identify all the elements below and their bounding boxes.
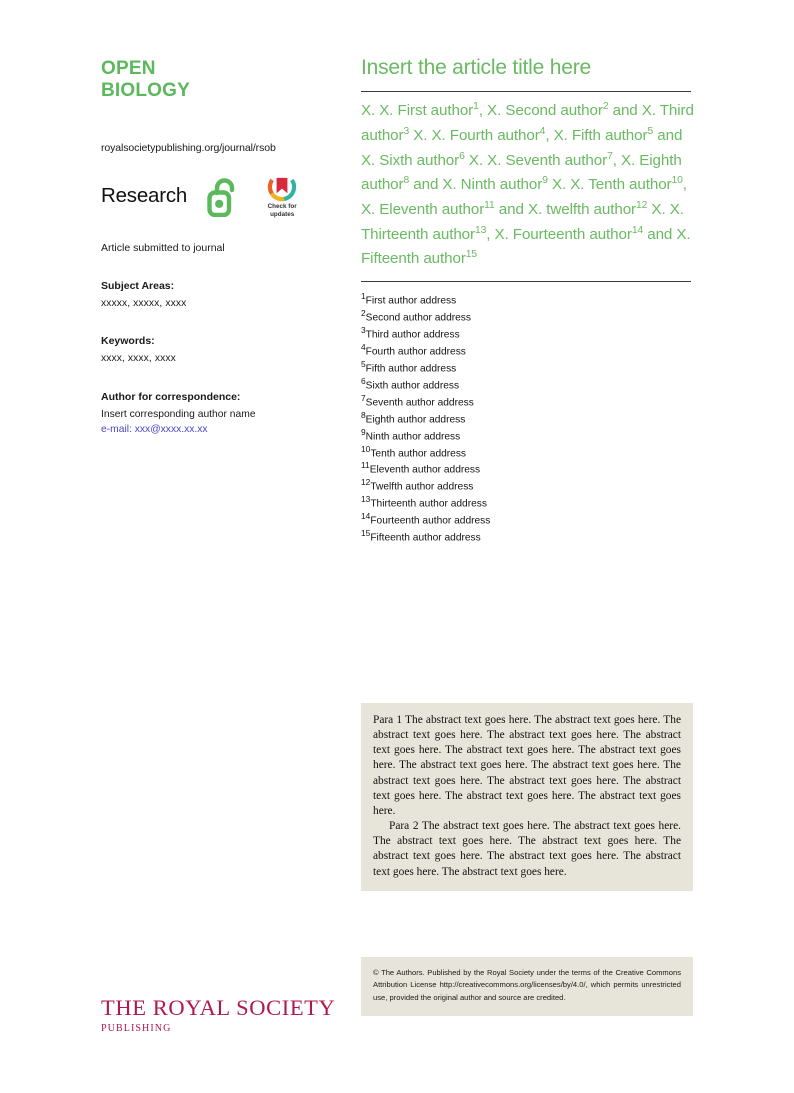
publisher-subtitle: PUBLISHING — [101, 1023, 172, 1034]
abstract-paragraph-1: Para 1 The abstract text goes here. The abstract text goes here. The abstract text goes here. The abstract text goes here. The abstract text goes here. The abstract text goes here. The abstract text goes here. The abstract text goes here. The abstract text goes here. The abstract text goes here. The abstract text goes here. The abstract text goes here. The abstract text goes here. The abstract text goes here. — [373, 714, 681, 817]
affiliation-marker: 9 — [361, 426, 366, 437]
copyright-box — [361, 957, 693, 1016]
correspondence-email-link[interactable]: e-mail: xxx@xxxx.xx.xx — [101, 423, 208, 435]
affiliation-marker: 13 — [361, 494, 371, 505]
affiliation-item — [361, 410, 694, 427]
journal-name-line1: OPEN — [101, 58, 156, 79]
affiliation-item — [361, 494, 694, 511]
submission-note: Article submitted to journal — [101, 241, 225, 254]
affiliation-item — [361, 444, 694, 461]
correspondence-heading: Author for correspondence: — [101, 390, 241, 403]
affiliation-item — [361, 308, 694, 325]
authors-divider — [361, 281, 691, 282]
copyright-text: © The Authors. Published by the Royal Society under the terms of the Creative Commons Attribution License http://creativecommons.org/licenses/by/4.0/, which permits unrestricted use, provided the original author and source are credited. — [373, 968, 681, 1002]
royal-society-publishing-logo — [101, 995, 335, 1034]
affiliation-marker: 5 — [361, 358, 366, 369]
article-title: Insert the article title here — [361, 56, 591, 79]
affiliation-marker: 10 — [361, 443, 371, 454]
affiliation-marker: 14 — [361, 511, 371, 522]
title-divider — [361, 91, 691, 92]
affiliation-text: Fourth author address — [365, 346, 466, 358]
affiliation-text: Eighth author address — [365, 414, 466, 426]
affiliation-item — [361, 511, 694, 528]
keywords-block — [101, 335, 333, 364]
subject-areas-heading: Subject Areas: — [101, 279, 175, 292]
affiliation-marker: 12 — [361, 477, 371, 488]
affiliation-text: Seventh author address — [365, 397, 474, 409]
check-for-updates-line1: Check for — [267, 203, 297, 211]
affiliation-marker: 3 — [361, 324, 366, 335]
subject-areas-block — [101, 280, 333, 309]
check-for-updates-caption — [257, 203, 307, 219]
affiliation-marker: 1 — [361, 290, 366, 301]
affiliation-text: Ninth author address — [365, 430, 461, 442]
affiliation-item — [361, 291, 694, 308]
journal-logo — [101, 58, 333, 103]
affiliation-item — [361, 477, 694, 494]
affiliation-item — [361, 528, 694, 545]
affiliation-item — [361, 342, 694, 359]
correspondence-block — [101, 391, 333, 435]
article-type-label: Research — [101, 183, 188, 207]
article-type-row — [101, 172, 333, 220]
affiliation-item — [361, 460, 694, 477]
affiliation-text: First author address — [365, 295, 457, 307]
check-for-updates-line2: updates — [270, 211, 295, 219]
affiliation-item — [361, 427, 694, 444]
affiliation-text: Twelfth author address — [370, 481, 474, 493]
main-column — [361, 56, 694, 545]
sidebar — [101, 58, 333, 435]
journal-url[interactable]: royalsocietypublishing.org/journal/rsob — [101, 141, 276, 154]
abstract-paragraph-2: Para 2 The abstract text goes here. The abstract text goes here. The abstract text goes here. The abstract text goes here. The abstract text goes here. The abstract text goes here. The abstract text goes here. The abstract text goes here. — [373, 820, 681, 878]
affiliation-marker: 6 — [361, 375, 366, 386]
affiliation-marker: 4 — [361, 341, 366, 352]
affiliation-marker: 11 — [361, 460, 370, 471]
affiliation-text: Fifteenth author address — [370, 532, 481, 544]
affiliation-text: Sixth author address — [365, 380, 460, 392]
journal-name-line2: BIOLOGY — [101, 80, 191, 102]
affiliation-text: Eleventh author address — [369, 464, 481, 476]
affiliation-list — [361, 291, 694, 545]
affiliation-text: Fifth author address — [365, 363, 457, 375]
affiliation-text: Thirteenth author address — [370, 498, 487, 510]
affiliation-text: Second author address — [365, 312, 471, 324]
affiliation-marker: 15 — [361, 528, 371, 539]
affiliation-marker: 8 — [361, 409, 366, 420]
open-access-lock-icon — [207, 175, 241, 217]
affiliation-item — [361, 359, 694, 376]
correspondence-name: Insert corresponding author name — [101, 408, 256, 420]
publisher-name: THE ROYAL SOCIETY — [101, 995, 336, 1020]
check-for-updates-badge[interactable] — [257, 172, 307, 219]
keywords-heading: Keywords: — [101, 334, 155, 347]
keywords-value: xxxx, xxxx, xxxx — [101, 352, 176, 364]
author-list: X. X. First author$^1$, X. Second author$^2$ and X. Third author$^3$ X. X. Fourth author$^4$, X. Fifth author$^5$ and X. Sixth author$^6$ X. X. Seventh author$^7$, X. Eighth author$^8$ and X. Ninth author$^9$ X. X. Tenth author$^{10}$, X. Eleventh author$^{11}$ and X. twelfth author$^{12}$ X. X. Thirteenth author$^{13}$, X. Fourteenth author$^{14}$ and X. Fifteenth author$^{15}$ — [361, 101, 694, 268]
affiliation-text: Fourteenth author address — [370, 515, 491, 527]
abstract-box — [361, 703, 693, 891]
affiliation-text: Tenth author address — [370, 447, 467, 459]
affiliation-item — [361, 393, 694, 410]
subject-areas-value: xxxxx, xxxxx, xxxx — [101, 297, 187, 309]
affiliation-marker: 7 — [361, 392, 366, 403]
affiliation-item — [361, 376, 694, 393]
affiliation-marker: 2 — [361, 307, 366, 318]
affiliation-item — [361, 325, 694, 342]
affiliation-text: Third author address — [365, 329, 460, 341]
